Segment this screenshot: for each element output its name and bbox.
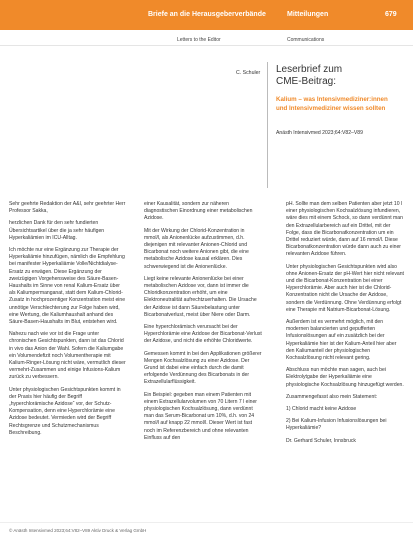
body-column-1 (9, 201, 127, 442)
statement-heading: Zusammengefasst also mein Statement: (286, 393, 378, 400)
paragraph: herzlichen Dank für den sehr fundierten Übersichtsartikel über die ja sehr häufigen Hyperkaliämien im ICU-Alltag. (9, 220, 105, 241)
header-section-label: Briefe an die Herausgeberverbände (148, 11, 266, 18)
header-category-label: Mitteilungen (287, 11, 329, 18)
paragraph: Unter physiologischen Gesichtspunkten wird also ohne Anionen-Ersatz der pH-Wert hier nicht relevant und die Bicarbonat-Konzentration bei einer Hyperchlorämie. Aber auch hier ist die Chlorid-Konzentration nicht die Ursache der Azidose, sondern die Verdünnung. Ohne Verdünnung erfolgt eine Therapie mit Natrium-Bicarbonat-Lösung. (286, 263, 404, 313)
paragraph: Sehr geehrte Redaktion der A&I, sehr geehrter Herr Professor Sakka, (9, 201, 126, 215)
article-citation: Anästh Intensivmed 2023;64:V82–V89 (276, 130, 363, 136)
paragraph: einer Kausalität, sondern zur näheren diagnostischen Einordnung einer metabolischen Azidose. (144, 201, 253, 222)
title-divider (267, 62, 268, 188)
paragraph: Mit der Wirkung der Chlorid-Konzentration in mmol/l, als Anionenlücke aufzustimmen, d.h. diejenigen mit relevanter Anionen-Chlorid und Bicarbonat noch weitere Anionen gibt, die eine metabolische Azidose kausal erklären. Dies schwerwiegend ist die Anionenlücke. (144, 227, 249, 270)
paragraph: Gemessen kommt in bei den Applikationen größerer Mengen Kochsalzlösung zu einer Azidose. Der Grund ist dabei eine einfach durch die damit erfolgende Verdünnung des Bicarbonats in der Extrazellularflüssigkeit. (144, 350, 262, 386)
statement-item: 2) Bei Kalium-Infusion Infusionslösungen bei Hyperkaliämie? (286, 418, 387, 432)
footer-divider (0, 522, 413, 523)
body-column-2 (144, 201, 262, 447)
paragraph: Unter physiologischen Gesichtspunkten kommt in der Praxis hier häufig der Begriff „hyperchlorämische Azidose“ vor, der Schutz-Kompensation, denn eine Hyperchlorämie eine Azidose bedeutet. Vermieden wird der Begriff Rechtsgrenze und Schutzmechanismus Beschreibung. (9, 386, 121, 436)
paragraph: Abschluss nun möchte man sagen, auch bei Elektrolytgabe der Hyperkaliämie eine physiologische Kochsalzlösung hinzugefügt werden. (286, 367, 404, 388)
paragraph: Ich möchte nur eine Ergänzung zur Therapie der Hyperkaliämie hinzufügen, nämlich die Empfehlung bei manifester Hyperkaliämie Volle/Nichtdialyse-Ersatz zu erwägen. Diese Ergänzung der zweizügigen Vorgehensweise des Säure-Basen-Haushalts im Sinne von renal Kalium-Ersatz über als Kaliumpermanganat, statt dem Kalium-Chlorid-Zusatz in hochprozentiger Konzentration meist eine unnötige Verschlechterung zur Folge haben wird, eine Wertung, die Kaliumhaushalt anhand des Säure-Basen-Haushalts im Blut, entstehen wird. (9, 247, 126, 326)
author-name: C. Schuler (236, 70, 261, 76)
article-title (276, 64, 342, 88)
subheader-left: Letters to the Editor (177, 37, 221, 43)
paragraph: Ein Beispiel: gegeben man einem Patienten mit einem Extrazellularvolumen von 70 Litern 7 l einer physiologischen Kochsalzlösung, dann verdünnt man das Serum-Bicarbonat um 10%, d.h. von 24 mmol/l auf knapp 22 mmol/l. Dieser Wert ist fast noch im Referenzbereich und ohne relevanten Einfluss auf den (144, 391, 257, 441)
signature: Dr. Gerhard Schuler, Innsbruck (286, 437, 356, 444)
paragraph: Nahezu nach wie vor ist die Frage unter chronischen Gesichtspunkten, dann ist das Chlorid in vivo das Anion der Wahl. Sofern die Kaliumgabe ein Volumendefizit noch Volumentherapie mit Kalium-Ringer-Lösung nicht wäre, vermutlich dieser vermehrt-Zusammen und einige Infusions-Kalium zurück zu verbessern. (9, 331, 126, 381)
article-subtitle: Kalium – was Intensivmediziner:innen und Intensivmediziner wissen sollten (276, 96, 388, 112)
paragraph: Außerdem ist es vermehrt möglich, mit den modernen balancierten und gepufferten Infusionslösungen auf ein zusätzlich bei der Hyperkaliämie hier ist der Kalium-Anteil hier aber den Kaliumanteil der physiologischen Kochsalzlösung nicht relevant gering. (286, 319, 397, 362)
journal-header-bar (0, 0, 413, 30)
paragraph: Liegt keine relevante Anionenlücke bei einer metabolischen Azidose vor, dann ist immer die Chloridkonzentration erhöht, um eine Elektroneutralität aufrechtzuerhalten. Die Ursache der Azidose ist dann Säurebelastung unter Bicarbonatverlust, meist über Niere oder Darm. (144, 275, 257, 318)
paragraph: Eine hyperchlorämisch verursacht bei der Hyperchlorämie eine Azidose der Bicarbonat-Verlust der Azidose, und nicht die erhöhte Chloridwerte. (144, 324, 262, 345)
article-title-line: CME-Beitrag: (276, 76, 337, 87)
page-number: 679 (385, 11, 397, 18)
article-title-line: Leserbrief zum (276, 64, 343, 75)
header-divider (0, 45, 413, 46)
statement-item: 1) Chlorid macht keine Azidose (286, 406, 357, 413)
paragraph: pH. Sollte man dem selben Patienten aber jetzt 10 l einer physiologischen Kochsalzlösung infundieren, wäre dies mit einem Schock, so dann verdünnt man den Extrazellularbereich auf ein Drittel, mit der Folge, dass die Bicarbonatkonzentration um ein Drittel reduziert würde, dann auf 16 mmol/l. Diese Bicarbonatkonzentration würde dann auch zu einer relevanten Azidose führen. (286, 201, 403, 258)
footer-text: © Anästh Intensivmed 2023;64:V82–V89 Aktiv Druck & Verlag GmbH (9, 528, 147, 533)
body-column-3 (286, 201, 404, 450)
subheader-right: Communications (287, 37, 325, 43)
